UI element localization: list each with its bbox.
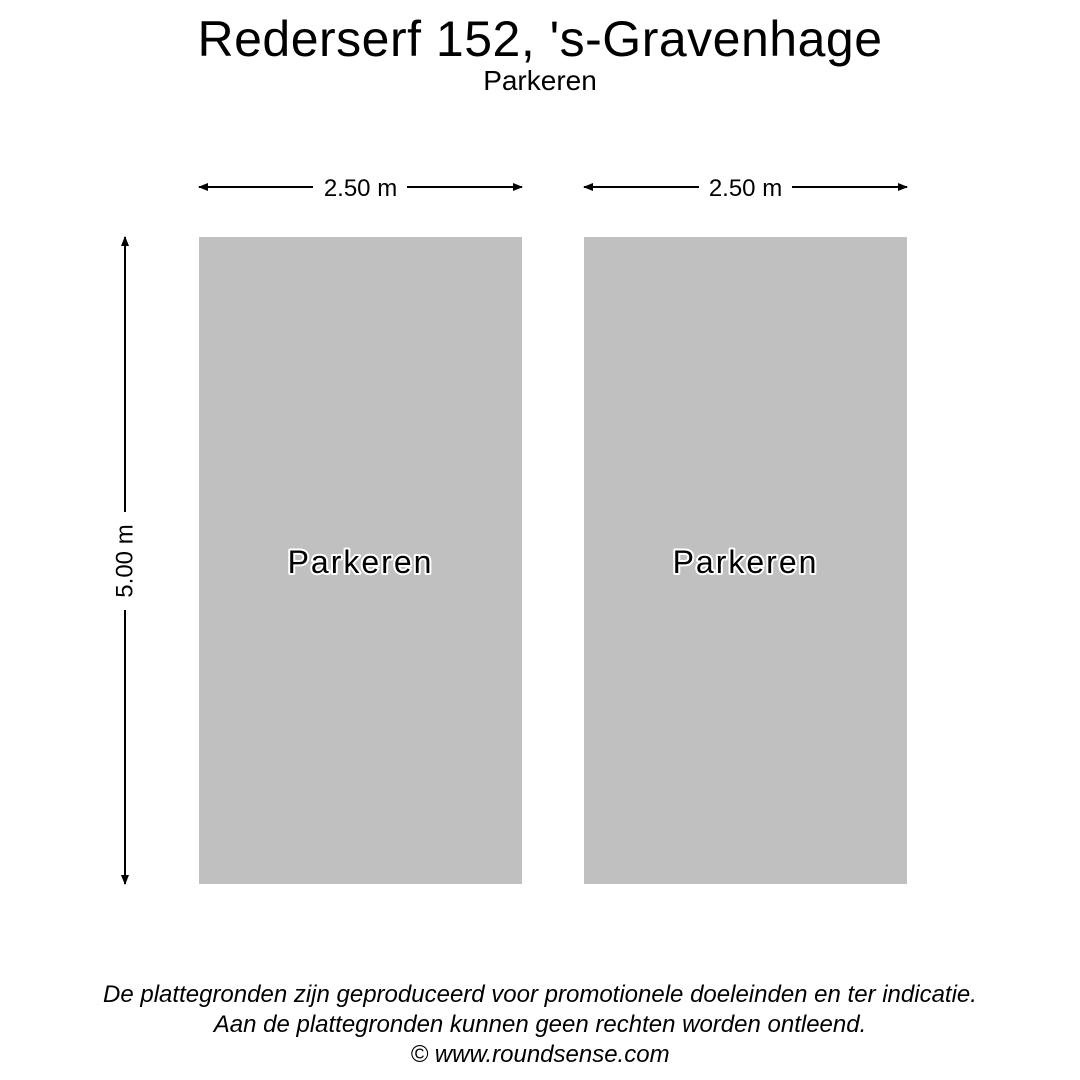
disclaimer-line-2: Aan de plattegronden kunnen geen rechten worden ontleend. (213, 1011, 867, 1038)
disclaimer (0, 980, 1080, 1070)
height-dimension (112, 237, 139, 884)
parking-space-1-label: Parkeren (287, 544, 434, 580)
width-dimension-1 (199, 175, 522, 202)
parking-space-2-label: Parkeren (672, 544, 819, 580)
height-dimension-label: 5.00 m (111, 524, 139, 598)
plan-subtitle: Parkeren (483, 65, 597, 96)
plan-title: Rederserf 152, 's-Gravenhage (197, 11, 883, 67)
copyright-line: © www.roundsense.com (410, 1041, 670, 1068)
disclaimer-line-1: De plattegronden zijn geproduceerd voor promotionele doeleinden en ter indicatie. (103, 981, 977, 1008)
width-dimension-2 (584, 175, 907, 202)
width-dimension-1-label: 2.50 m (323, 175, 398, 202)
width-dimension-2-label: 2.50 m (708, 175, 783, 202)
